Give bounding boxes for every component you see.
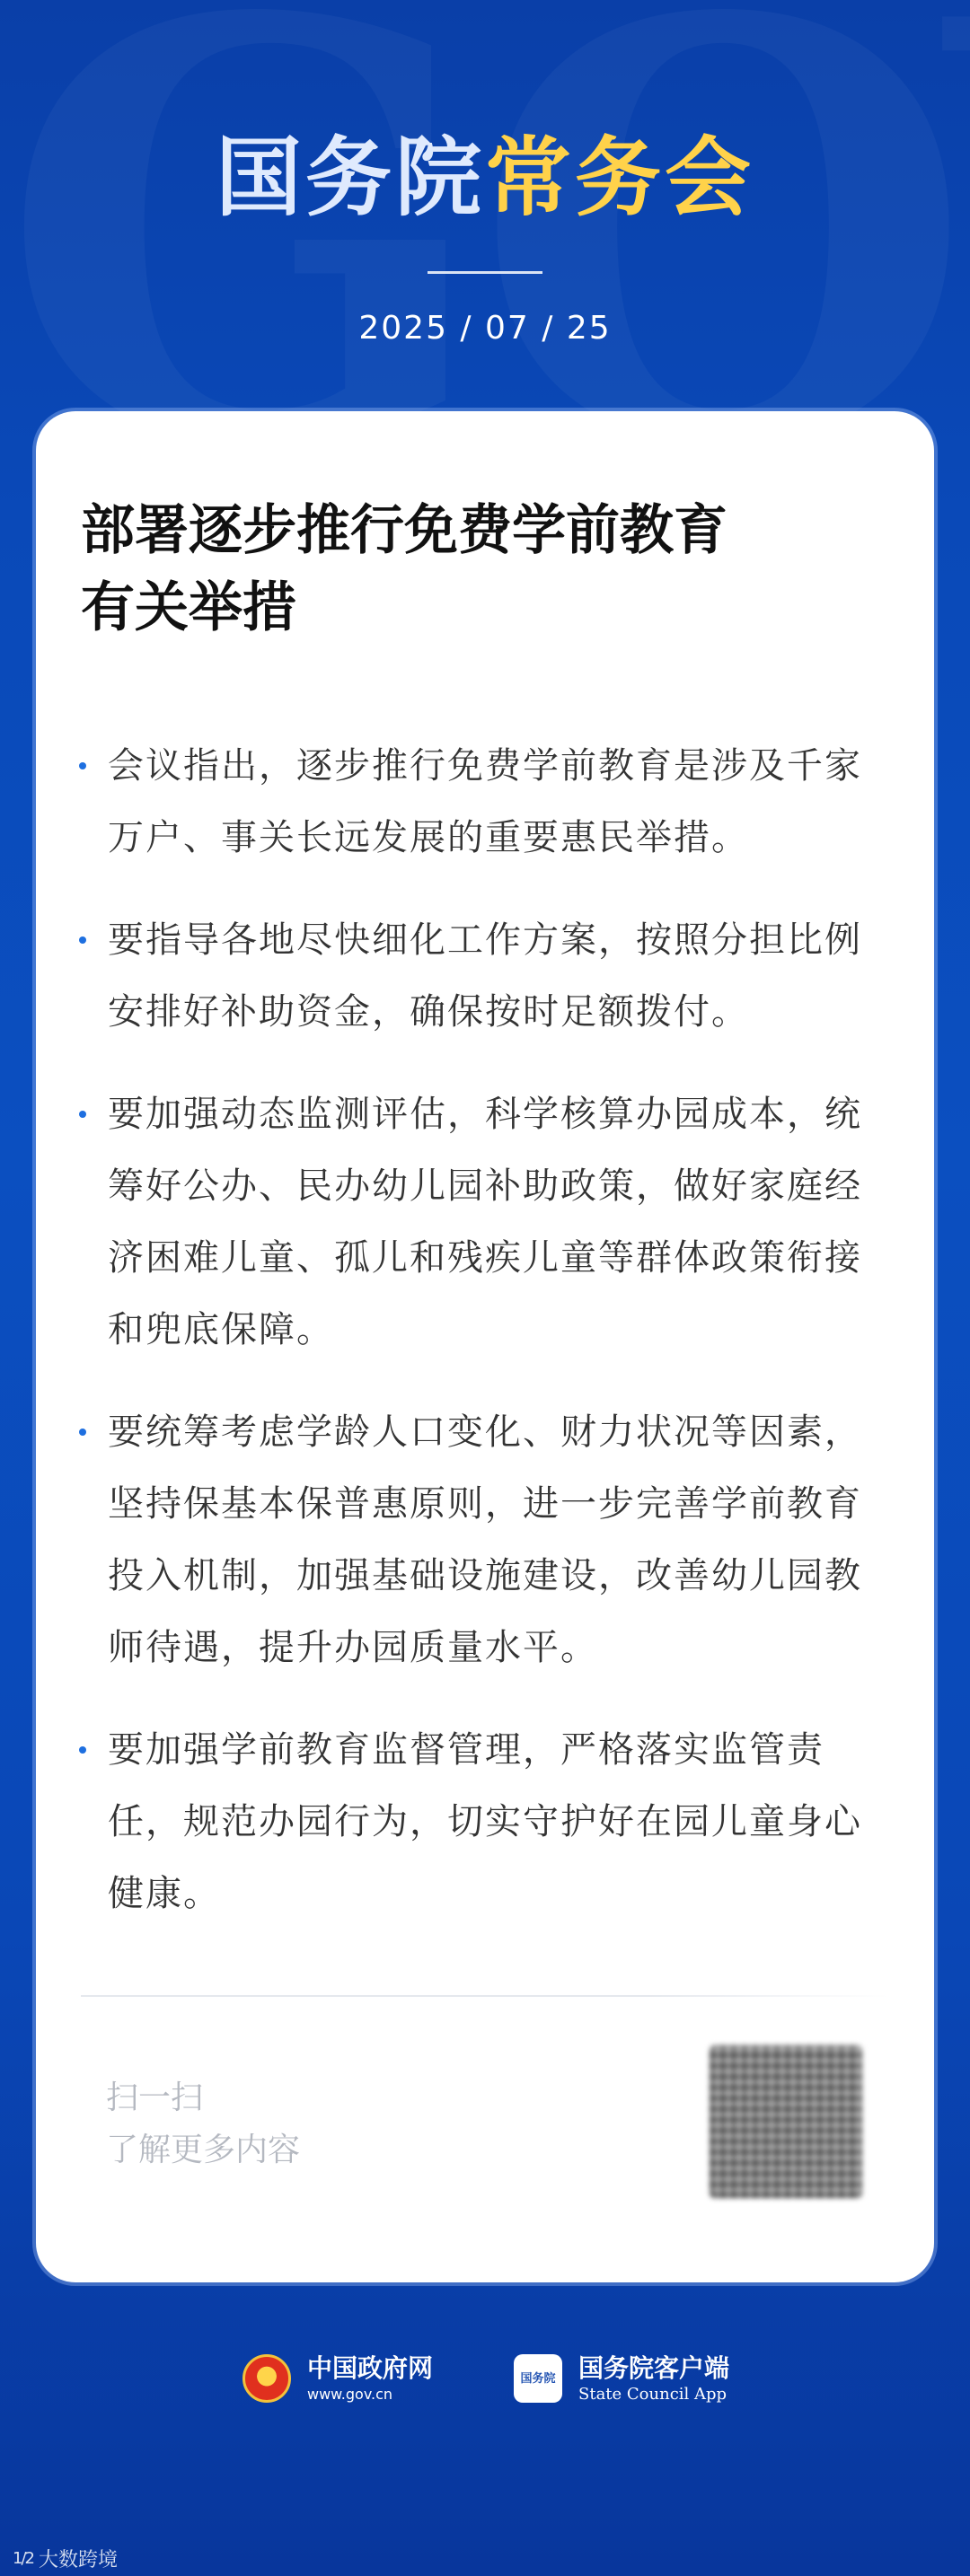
article-title-line-2: 有关举措 [81,576,296,639]
bullet-dot-icon [79,1111,86,1118]
scan-prompt [106,2072,300,2176]
footer [0,2352,970,2424]
app-subtitle: State Council App [578,2385,728,2404]
header [0,127,970,347]
bullet-dot-icon [79,762,86,769]
bullet-text: 要加强学前教育监督管理，严格落实监管责任，规范办园行为，切实守护好在园儿童身心健康。 [108,1729,862,1914]
title-part-1: 国务院 [216,127,485,228]
gov-site-text [307,2352,433,2405]
article-title [81,492,889,646]
list-item [79,1714,896,1930]
article-title-line-1: 部署逐步推行免费学前教育 [81,499,728,562]
corner-logo-icon: 1/2 [13,2549,33,2568]
bullet-list [79,730,896,1960]
bullet-dot-icon [79,1746,86,1754]
app-text [578,2352,729,2405]
card-divider [81,1995,889,1997]
qr-code[interactable] [710,2045,862,2198]
list-item [79,1078,896,1366]
gov-site-name: 中国政府网 [307,2353,434,2383]
bullet-text: 要加强动态监测评估，科学核算办园成本，统筹好公办、民办幼儿园补助政策，做好家庭经济困难儿童、孤儿和残疾儿童等群体政策衔接和兜底保障。 [108,1094,862,1350]
corner-watermark [13,2545,118,2572]
date-label: 2025 / 07 / 25 [358,310,612,347]
bullet-text: 要指导各地尽快细化工作方案，按照分担比例安排好补助资金，确保按时足额拨付。 [108,919,862,1033]
scan-prompt-line-2: 了解更多内容 [106,2132,301,2168]
state-council-app-link[interactable] [514,2352,729,2405]
title-part-2: 常务会 [485,127,754,228]
page-title [0,127,970,228]
title-divider [428,271,542,274]
bullet-dot-icon [79,1429,86,1436]
list-item [79,1396,896,1684]
list-item [79,904,896,1048]
bullet-text: 会议指出，逐步推行免费学前教育是涉及千家万户、事关长远发展的重要惠民举措。 [108,745,862,858]
list-item [79,730,896,874]
content-card [36,411,934,2282]
gov-site-url: www.gov.cn [307,2386,393,2403]
scan-prompt-line-1: 扫一扫 [106,2079,204,2116]
corner-watermark-text: 大数跨境 [38,2549,118,2572]
national-emblem-icon [242,2354,291,2403]
gov-site-link[interactable] [242,2352,433,2405]
bullet-text: 要统筹考虑学龄人口变化、财力状况等因素，坚持保基本保普惠原则，进一步完善学前教育投入机制，加强基础设施建设，改善幼儿园教师待遇，提升办园质量水平。 [108,1411,862,1668]
app-name: 国务院客户端 [578,2353,730,2383]
state-council-app-icon: 国务院 [514,2354,562,2403]
bullet-dot-icon [79,936,86,944]
